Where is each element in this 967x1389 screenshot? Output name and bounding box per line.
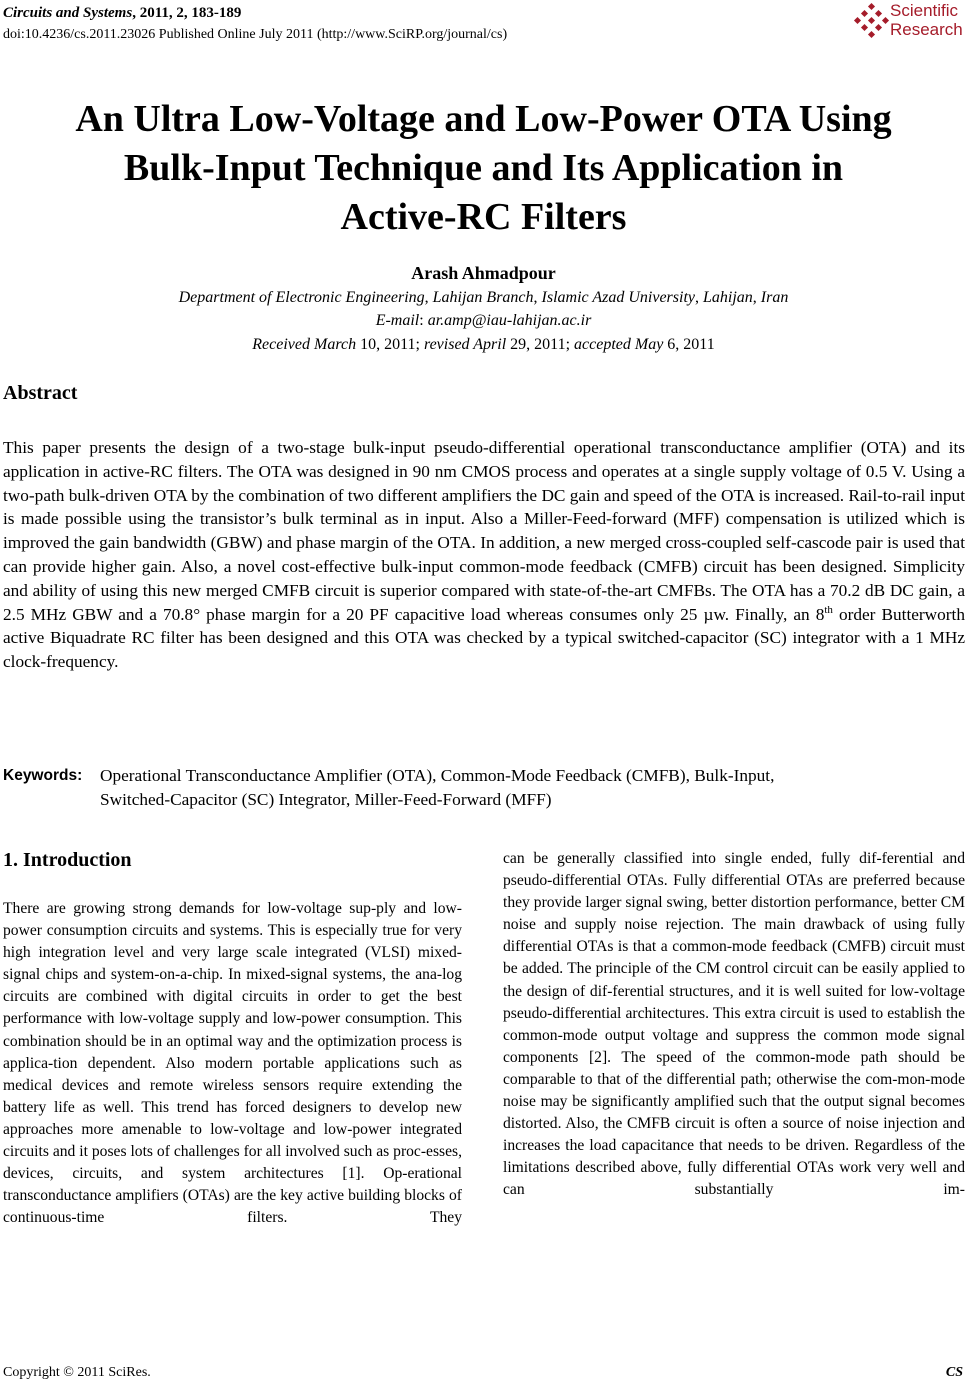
scientific-research-logo-icon — [850, 2, 890, 42]
author-name: Arash Ahmadpour — [411, 263, 556, 283]
journal-name: Circuits and Systems — [3, 5, 133, 21]
keywords-line2: Switched-Capacitor (SC) Integrator, Miller-Feed-Forward (MFF) — [100, 790, 552, 809]
doi-line: doi:10.4236/cs.2011.23026 Published Online July 2011 (http://www.SciRP.org/journal/cs) — [3, 27, 508, 42]
abstract-text-part1: This paper presents the design of a two-stage bulk-input pseudo-differential operational transconductance amplifier (OTA) and its application in active-RC filters. The OTA was designed in 90 nm CMOS process and operates at a single supply voltage of 0.5 V. Using a two-path bulk-driven OTA by the combination of two different amplifiers the DC gain and speed of the OTA is increased. Rail-to-rail input is made possible using the transistor’s bulk terminal as in input. Also a Miller-Feed-forward (MFF) compensation is utilized which is improved the gain bandwidth (GBW) and phase margin of the OTA. In addition, a new merged cross-coupled self-cascode pair is used that can provide higher gain. Also, a novel cost-effective bulk-input common-mode feedback (CMFB) circuit has been designed. Simplicity and ability of using this new merged CMFB circuit is superior compared with state-of-the-art CMFBs. The OTA has a 70.2 dB DC gain, a 2.5 MHz GBW and a 70.8° phase margin for a 20 PF capacitive load whereas consumes only 25 µw. Finally, an 8 — [3, 438, 965, 624]
affiliation-city: Lahijan — [703, 289, 753, 306]
affiliation-dept: Department of Electronic Engineering — [178, 289, 425, 306]
section-heading-introduction: 1. Introduction — [3, 849, 132, 871]
revised-date: 29, 2011; — [506, 336, 575, 353]
received-label: Received March — [252, 336, 357, 353]
affiliation: Department of Electronic Engineering, Lahijan Branch, Islamic Azad University, Lahijan, Iran — [178, 289, 789, 306]
keywords-list — [100, 764, 966, 812]
paper-title-line1: An Ultra Low-Voltage and Low-Power OTA Using — [75, 98, 892, 140]
publisher-logo — [850, 0, 967, 44]
dates-line — [0, 335, 967, 355]
abstract-heading: Abstract — [3, 382, 78, 404]
journal-volume: , 2011, 2, 183-189 — [132, 5, 242, 21]
affiliation-university: Islamic Azad University — [541, 289, 695, 306]
email-line: E-mail: ar.amp@iau-lahijan.ac.ir — [375, 312, 592, 329]
abstract-body — [3, 436, 965, 674]
email-address[interactable]: ar.amp@iau-lahijan.ac.ir — [427, 312, 592, 329]
received-date: 10, 2011; — [356, 336, 424, 353]
intro-left-column: There are growing strong demands for low-voltage sup-ply and low-power consumption circuits and systems. This is especially true for very high integration level and very large scale integrated (VLSI) mixed-signal chips and system-on-a-chip. In mixed-signal systems, the ana-log circuits are combined with digital circuits in order to get the best performance with low-voltage supply and low-power consumption. This combination should be in an optimal way and the optimization process is applica-tion dependent. Also modern portable applications such as medical devices and remote wireless sensors require extending the battery life as well. This trend has forced designers to develop new approaches more amenable to low-voltage and low-power integrated circuits and it poses lots of challenges for all involved such as proc-esses, devices, circuits, and system architectures [1]. Op-erational transconductance amplifiers (OTAs) are the key active building blocks of continuous-time filters. They — [3, 900, 462, 1227]
logo-text-line1: Scientific — [890, 1, 959, 20]
journal-citation — [3, 4, 241, 22]
email-label: E-mail — [375, 312, 420, 329]
paper-title — [0, 95, 967, 242]
logo-text-line2: Research — [890, 20, 963, 39]
paper-title-line2: Bulk-Input Technique and Its Application in — [123, 147, 844, 189]
keywords-label: Keywords: — [3, 767, 83, 784]
affiliation-country: Iran — [760, 289, 789, 306]
paper-title-line3: Active-RC Filters — [340, 196, 627, 238]
footer-journal-abbr: CS — [945, 1365, 963, 1380]
abstract-superscript: th — [824, 603, 833, 616]
keywords-line1: Operational Transconductance Amplifier (OTA), Common-Mode Feedback (CMFB), Bulk-Input, — [100, 766, 775, 785]
revised-label: revised April — [423, 336, 507, 353]
accepted-label: accepted May — [574, 336, 664, 353]
abstract-text-part2: order Butterworth active Biquadrate RC filter has been designed and this OTA was checked by a typical switched-capacitor (SC) integrator with a 1 MHz clock-frequency. — [3, 604, 965, 672]
intro-right-column: can be generally classified into single ended, fully dif-ferential and pseudo-differential OTAs. Fully differential OTAs are preferred because they provide larger signal swing, better distortion performance, better CM noise and supply noise rejection. The main drawback of using fully differential OTAs is that a common-mode feedback (CMFB) circuit must be added. The principle of the CM control circuit can be easily applied to the design of dif-ferential structures, and it is well suited for low-voltage pseudo-differential architectures. This extra circuit is used to establish the common-mode output voltage and suppress the common mode signal components [2]. The speed of the common-mode path should be comparable to that of the differential path; otherwise the com-mon-mode noise may be significantly amplified such that the output signal becomes distorted. Also, the CMFB circuit is often a source of noise injection and increases the load capacitance that needs to be driven. Regardless of the limitations described above, fully differential OTAs work very well and can substantially im- — [503, 850, 965, 1199]
affiliation-branch: Lahijan Branch — [432, 289, 534, 306]
accepted-date: 6, 2011 — [663, 336, 715, 353]
logo-text — [890, 1, 963, 39]
footer-copyright: Copyright © 2011 SciRes. — [3, 1365, 151, 1380]
